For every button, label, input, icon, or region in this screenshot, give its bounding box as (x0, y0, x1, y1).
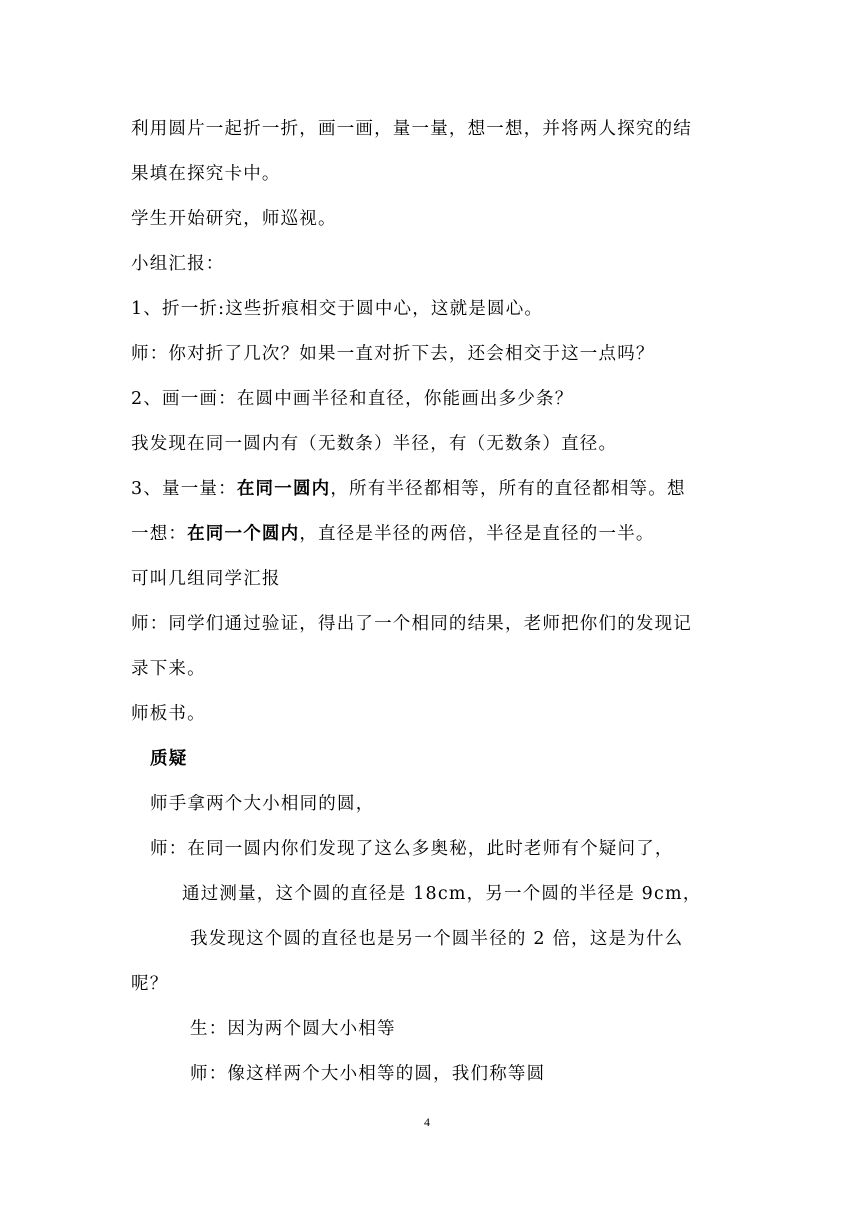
text-line: 录下来。 (131, 659, 206, 679)
text-line: 2、画一画：在圆中画半径和直径，你能画出多少条？ (131, 389, 574, 409)
page-number: 4 (424, 1115, 430, 1129)
text-line: 师：同学们通过验证，得出了一个相同的结果，老师把你们的发现记 (131, 614, 692, 634)
text-segment: 一想： (131, 524, 188, 544)
text-line: 生：因为两个圆大小相等 (190, 1019, 396, 1039)
text-line: 果填在探究卡中。 (131, 164, 281, 184)
text-line: 师：像这样两个大小相等的圆，我们称等圆 (190, 1064, 546, 1084)
text-line: 师手拿两个大小相同的圆， (150, 794, 375, 814)
text-line: 我发现这个圆的直径也是另一个圆半径的 2 倍，这是为什么 (190, 929, 684, 949)
text-line: 小组汇报： (131, 254, 225, 274)
text-segment: ，直径是半径的两倍，半径是直径的一半。 (299, 524, 655, 544)
text-line: 师板书。 (131, 704, 206, 724)
bold-phrase: 在同一个圆内 (187, 524, 300, 544)
text-segment: 3、量一量： (131, 479, 237, 499)
text-line: 呢？ (131, 974, 169, 994)
text-line: 学生开始研究，师巡视。 (131, 209, 337, 229)
text-line-with-bold (131, 522, 655, 546)
section-heading: 质疑 (150, 749, 188, 769)
text-line: 通过测量，这个圆的直径是 18cm，另一个圆的半径是 9cm， (182, 884, 702, 904)
text-line: 师：在同一圆内你们发现了这么多奥秘，此时老师有个疑问了， (150, 839, 674, 859)
text-segment: ，所有半径都相等，所有的直径都相等。想 (330, 479, 686, 499)
text-line-with-bold (131, 477, 686, 501)
text-line: 我发现在同一圆内有（无数条）半径，有（无数条）直径。 (131, 434, 618, 454)
text-line: 师：你对折了几次？如果一直对折下去，还会相交于这一点吗？ (131, 344, 655, 364)
bold-phrase: 在同一圆内 (236, 479, 331, 499)
text-line: 利用圆片一起折一折，画一画，量一量，想一想，并将两人探究的结 (131, 119, 692, 139)
text-line: 可叫几组同学汇报 (131, 569, 281, 589)
text-line: 1、折一折:这些折痕相交于圆中心，这就是圆心。 (131, 299, 544, 319)
